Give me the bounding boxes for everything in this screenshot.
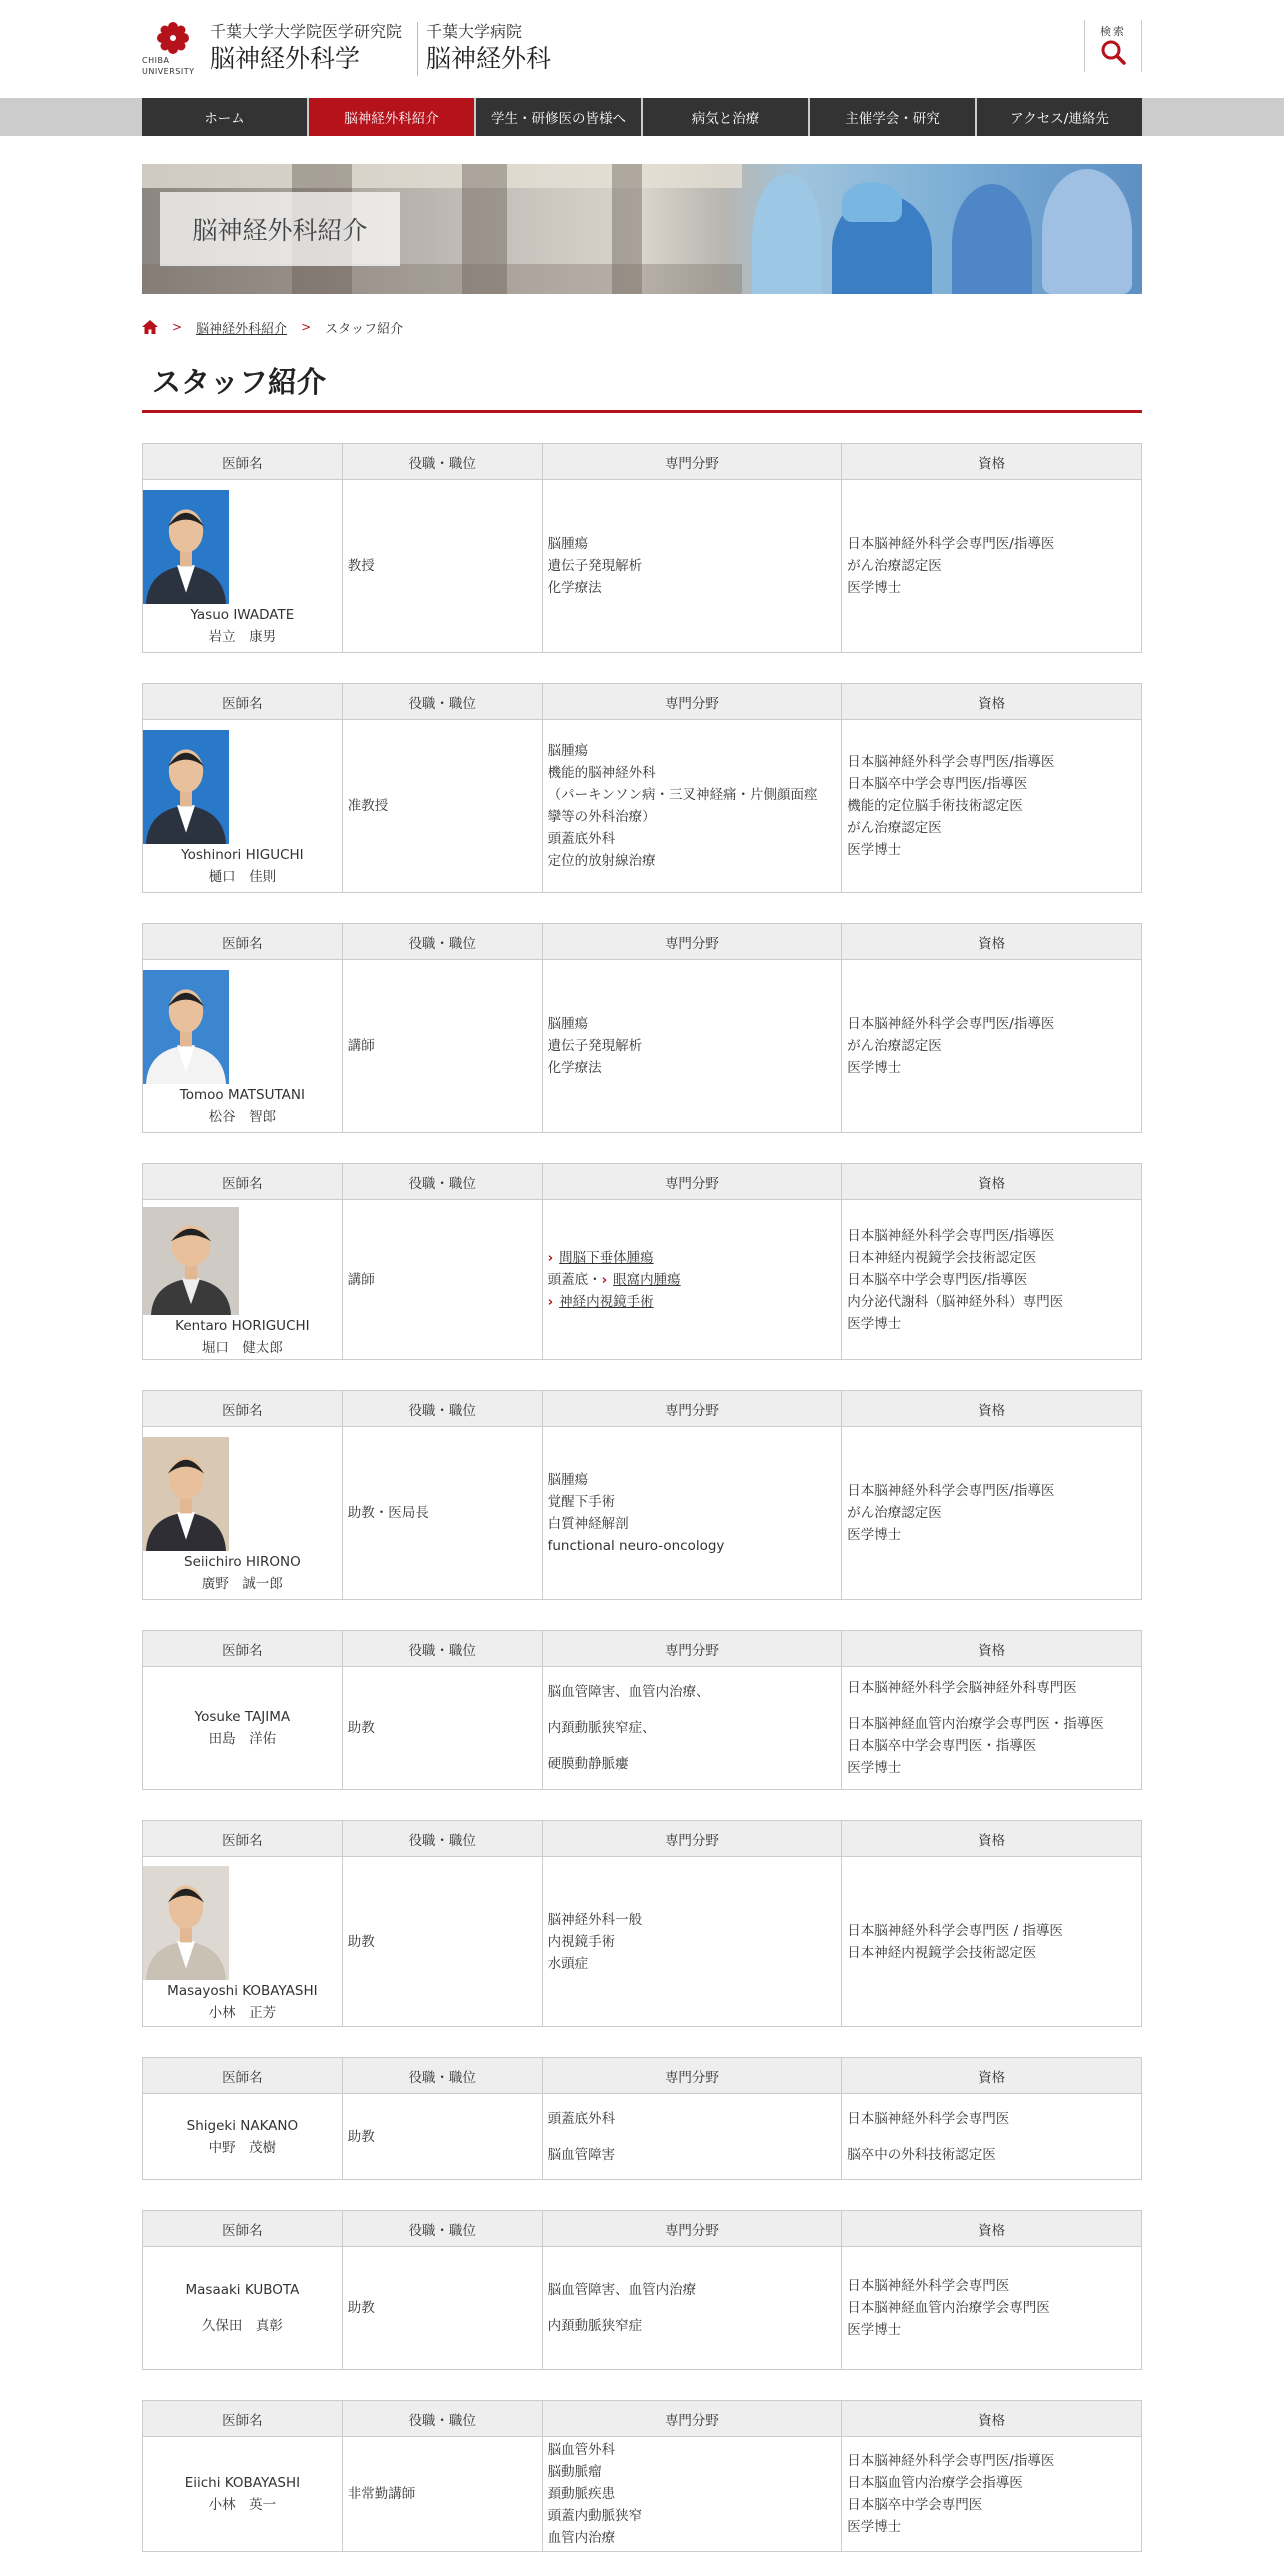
specialty-item: 化学療法 (547, 580, 602, 596)
staff-name-jp: 小林 英一 (208, 2497, 277, 2513)
staff-table (142, 1390, 1142, 1600)
staff-name-en: Yosuke TAJIMA (194, 1709, 291, 1725)
staff-photo (143, 970, 342, 1084)
global-nav (142, 98, 1142, 136)
staff-table-header-row (143, 2058, 1142, 2094)
specialty-item: 脳腫瘍 (547, 743, 589, 759)
staff-row (143, 480, 1142, 653)
staff-table (142, 443, 1142, 653)
breadcrumb-separator: > (301, 320, 312, 334)
staff-specialty (542, 1427, 842, 1600)
header-qualification: 資格 (842, 924, 1142, 960)
staff-specialty (542, 2094, 842, 2180)
staff-qualification (842, 2437, 1142, 2552)
staff-name-cell (143, 960, 343, 1133)
header-qualification: 資格 (842, 2211, 1142, 2247)
specialty-item: 脳血管外科 (547, 2442, 616, 2458)
staff-specialty (542, 2437, 842, 2552)
qualification-item: 医学博士 (847, 580, 902, 596)
breadcrumb-current: スタッフ紹介 (325, 321, 404, 337)
header-position: 役職・職位 (342, 1821, 542, 1857)
header-specialty: 専門分野 (542, 1391, 842, 1427)
specialty-prefix: 頭蓋底・ (547, 1271, 602, 1288)
search-icon (1100, 39, 1126, 65)
breadcrumb-link-about[interactable]: 脳神経外科紹介 (196, 321, 288, 337)
header-doctor-name: 医師名 (143, 2211, 343, 2247)
staff-row (143, 1200, 1142, 1360)
global-nav-bar (0, 98, 1284, 136)
staff-name-en: Tomoo MATSUTANI (179, 1087, 305, 1103)
page-title: スタッフ紹介 (142, 362, 1142, 413)
qualification-item: 日本脳神経外科学会専門医/指導医 (847, 1016, 1055, 1032)
staff-name-en: Seiichiro HIRONO (184, 1554, 301, 1570)
qualification-item: 日本脳卒中学会専門医/指導医 (847, 776, 1028, 792)
staff-photo (143, 730, 342, 844)
staff-position: 助教 (342, 1857, 542, 2027)
staff-name-jp: 中野 茂樹 (208, 2139, 277, 2156)
qualification-item: がん治療認定医 (847, 820, 942, 836)
staff-name-cell (143, 2437, 343, 2552)
header-specialty: 専門分野 (542, 924, 842, 960)
staff-table (142, 2057, 1142, 2180)
qualification-item: 日本脳神経外科学会専門医 / 指導医 (847, 1922, 1063, 1939)
specialty-item: 脳腫瘍 (547, 1472, 589, 1488)
qualification-item: がん治療認定医 (847, 1505, 942, 1521)
staff-table-header-row (143, 924, 1142, 960)
staff-table (142, 683, 1142, 893)
specialty-item: 定位的放射線治療 (547, 853, 656, 869)
qualification-item: 日本脳神経外科学会専門医/指導医 (847, 1483, 1055, 1499)
qualification-item: 日本脳神経外科学会専門医 (847, 2110, 1010, 2127)
header-qualification: 資格 (842, 2401, 1142, 2437)
header-doctor-name: 医師名 (143, 444, 343, 480)
header-position: 役職・職位 (342, 444, 542, 480)
specialty-link[interactable]: 神経内視鏡手術 (559, 1293, 654, 1310)
qualification-item: がん治療認定医 (847, 558, 942, 574)
staff-name-en: Yasuo IWADATE (190, 607, 295, 623)
specialty-item: 頭蓋内動脈狭窄 (547, 2508, 643, 2524)
logo-text-chiba: CHIBA (142, 56, 170, 65)
staff-row (143, 2247, 1142, 2370)
chiba-university-logo[interactable] (142, 22, 204, 78)
staff-qualification (842, 1200, 1142, 1360)
qualification-item: 日本神経内視鏡学会技術認定医 (847, 1944, 1037, 1961)
staff-name-cell (143, 1667, 343, 1790)
staff-photo-image (143, 1207, 239, 1315)
header-position: 役職・職位 (342, 2401, 542, 2437)
nav-item-students[interactable]: 学生・研修医の皆様へ (476, 98, 641, 136)
staff-photo-image (143, 490, 229, 604)
header-doctor-name: 医師名 (143, 1391, 343, 1427)
staff-photo-image (143, 1866, 229, 1980)
specialty-item: 内視鏡手術 (547, 1933, 616, 1950)
search-button[interactable] (1084, 20, 1142, 72)
staff-table-header-row (143, 1391, 1142, 1427)
staff-name-en: Yoshinori HIGUCHI (181, 847, 304, 863)
staff-name-jp: 松谷 智郎 (208, 1109, 277, 1125)
specialty-item: 頚動脈疾患 (547, 2486, 616, 2502)
staff-table-header-row (143, 684, 1142, 720)
staff-table-header-row (143, 1164, 1142, 1200)
header-position: 役職・職位 (342, 1391, 542, 1427)
staff-row (143, 2437, 1142, 2552)
specialty-item: 内頚動脈狭窄症、 (547, 1720, 656, 1736)
qualification-item: がん治療認定医 (847, 1038, 942, 1054)
header-doctor-name: 医師名 (143, 2058, 343, 2094)
staff-name-jp: 廣野 誠一郎 (201, 1576, 283, 1592)
header-specialty: 専門分野 (542, 1631, 842, 1667)
staff-table (142, 1820, 1142, 2027)
staff-list (142, 443, 1142, 2552)
site-header (142, 0, 1142, 98)
staff-photo (143, 1437, 342, 1551)
staff-table (142, 1163, 1142, 1360)
staff-name-cell (143, 2247, 343, 2370)
staff-name-jp: 小林 正芳 (208, 2004, 277, 2021)
staff-name-jp: 樋口 佳則 (208, 869, 277, 885)
specialty-item: functional neuro-oncology (547, 1538, 725, 1554)
staff-qualification (842, 720, 1142, 893)
specialty-link[interactable]: 眼窩内腫瘍 (613, 1271, 681, 1288)
specialty-item: 脳血管障害、血管内治療 (547, 2282, 697, 2298)
staff-row (143, 1857, 1142, 2027)
search-label: 検索 (1100, 25, 1126, 38)
staff-photo (143, 1866, 342, 1980)
qualification-item: 日本脳神経外科学会脳神経外科専門医 (847, 1680, 1077, 1696)
specialty-item: 攣等の外科治療） (547, 809, 656, 825)
staff-qualification (842, 960, 1142, 1133)
staff-photo-image (143, 1437, 229, 1551)
specialty-item: 覚醒下手術 (547, 1494, 616, 1510)
staff-table-header-row (143, 2211, 1142, 2247)
qualification-item: 医学博士 (847, 1315, 902, 1332)
header-qualification: 資格 (842, 1391, 1142, 1427)
specialty-item: 脳腫瘍 (547, 1016, 589, 1032)
staff-name-jp: 久保田 真彰 (201, 2318, 283, 2334)
qualification-item: 日本脳神経外科学会専門医/指導医 (847, 2453, 1055, 2469)
specialty-item: 硬膜動静脈瘻 (547, 1756, 629, 1772)
staff-photo-image (143, 970, 229, 1084)
staff-qualification (842, 1427, 1142, 1600)
header-doctor-name: 医師名 (143, 1821, 343, 1857)
breadcrumb-separator: > (172, 320, 183, 334)
staff-position: 助教 (342, 2094, 542, 2180)
staff-table-header-row (143, 444, 1142, 480)
staff-position: 助教 (342, 2247, 542, 2370)
staff-name-en: Shigeki NAKANO (186, 2117, 299, 2134)
qualification-item: 医学博士 (847, 2519, 902, 2535)
qualification-item: 医学博士 (847, 842, 902, 858)
site-title: 脳神経外科学 (210, 44, 361, 73)
specialty-link-item (548, 1247, 837, 1269)
qualification-item: 機能的定位脳手術技術認定医 (847, 798, 1023, 814)
specialty-item: （パーキンソン病・三叉神経痛・片側顔面痙 (547, 787, 818, 803)
university-emblem-icon (157, 22, 189, 54)
staff-table-header-row (143, 1821, 1142, 1857)
banner-title: 脳神経外科紹介 (160, 192, 400, 266)
header-position: 役職・職位 (342, 2058, 542, 2094)
header-qualification: 資格 (842, 2058, 1142, 2094)
qualification-item: 日本脳卒中学会専門医・指導医 (847, 1738, 1037, 1754)
staff-specialty (542, 480, 842, 653)
header-specialty: 専門分野 (542, 1164, 842, 1200)
site-subtitle: 千葉大学大学院医学研究院 (210, 22, 403, 41)
nav-item-research[interactable]: 主催学会・研究 (810, 98, 975, 136)
staff-table (142, 923, 1142, 1133)
specialty-item: 遺伝子発現解析 (547, 558, 643, 574)
staff-row (143, 960, 1142, 1133)
specialty-item: 水頭症 (547, 1955, 589, 1972)
staff-row (143, 1427, 1142, 1600)
specialty-item: 脳血管障害 (547, 2146, 616, 2163)
header-specialty: 専門分野 (542, 684, 842, 720)
header-doctor-name: 医師名 (143, 1164, 343, 1200)
header-qualification: 資格 (842, 444, 1142, 480)
breadcrumb (142, 318, 1142, 336)
qualification-item: 医学博士 (847, 1760, 902, 1776)
nav-item-access[interactable]: アクセス/連絡先 (977, 98, 1142, 136)
staff-photo (143, 1207, 342, 1315)
header-doctor-name: 医師名 (143, 2401, 343, 2437)
staff-position: 非常勤講師 (342, 2437, 542, 2552)
header-specialty: 専門分野 (542, 2401, 842, 2437)
specialty-item: 白質神経解剖 (547, 1516, 629, 1532)
staff-name-cell (143, 480, 343, 653)
header-doctor-name: 医師名 (143, 924, 343, 960)
page-banner (142, 164, 1142, 294)
home-icon[interactable] (142, 320, 158, 334)
site-title: 脳神経外科 (426, 44, 552, 73)
specialty-link-item (548, 1291, 837, 1313)
header-position: 役職・職位 (342, 1164, 542, 1200)
staff-position: 教授 (342, 480, 542, 653)
staff-specialty (542, 960, 842, 1133)
qualification-item: 日本脳神経外科学会専門医/指導医 (847, 1227, 1055, 1244)
staff-row (143, 1667, 1142, 1790)
header-position: 役職・職位 (342, 924, 542, 960)
header-specialty: 専門分野 (542, 1821, 842, 1857)
staff-specialty (542, 1667, 842, 1790)
specialty-item: 脳腫瘍 (547, 536, 589, 552)
staff-table-header-row (143, 2401, 1142, 2437)
chevron-right-icon: › (547, 1293, 554, 1310)
header-qualification: 資格 (842, 1631, 1142, 1667)
header-specialty: 専門分野 (542, 444, 842, 480)
staff-qualification (842, 480, 1142, 653)
staff-specialty (542, 720, 842, 893)
header-qualification: 資格 (842, 684, 1142, 720)
staff-position: 講師 (342, 960, 542, 1133)
qualification-item: 脳卒中の外科技術認定医 (847, 2146, 996, 2163)
qualification-item: 日本脳卒中学会専門医 (847, 2497, 983, 2513)
header-specialty: 専門分野 (542, 2058, 842, 2094)
qualification-item: 日本脳神経外科学会専門医 (847, 2278, 1010, 2294)
header-doctor-name: 医師名 (143, 1631, 343, 1667)
qualification-item: 日本脳神経血管内治療学会専門医 (847, 2300, 1050, 2316)
staff-name-cell (143, 720, 343, 893)
staff-table (142, 2210, 1142, 2370)
header-position: 役職・職位 (342, 684, 542, 720)
staff-name-jp: 岩立 康男 (208, 629, 277, 645)
specialty-item: 脳血管障害、血管内治療、 (547, 1684, 710, 1700)
staff-name-en: Kentaro HORIGUCHI (175, 1317, 310, 1334)
staff-specialty (542, 1200, 842, 1360)
staff-qualification (842, 1857, 1142, 2027)
qualification-item: 内分泌代謝科（脳神経外科）専門医 (847, 1293, 1064, 1310)
specialty-item: 脳神経外科一般 (547, 1911, 643, 1928)
staff-name-cell (143, 2094, 343, 2180)
staff-qualification (842, 1667, 1142, 1790)
staff-name-jp: 堀口 健太郎 (201, 1339, 283, 1356)
header-qualification: 資格 (842, 1821, 1142, 1857)
specialty-link-item (548, 1269, 837, 1291)
specialty-item: 遺伝子発現解析 (547, 1038, 643, 1054)
site-title-hospital[interactable] (417, 22, 551, 76)
qualification-item: 日本脳神経外科学会専門医/指導医 (847, 536, 1055, 552)
nav-item-diseases[interactable]: 病気と治療 (643, 98, 808, 136)
staff-position: 准教授 (342, 720, 542, 893)
specialty-item: 化学療法 (547, 1060, 602, 1076)
specialty-item: 血管内治療 (547, 2530, 616, 2546)
staff-row (143, 720, 1142, 893)
specialty-item: 機能的脳神経外科 (547, 765, 656, 781)
staff-table (142, 2400, 1142, 2552)
chevron-right-icon: › (601, 1271, 608, 1288)
specialty-item: 内頚動脈狭窄症 (547, 2318, 643, 2334)
specialty-item: 脳動脈瘤 (547, 2464, 602, 2480)
staff-photo-image (143, 730, 229, 844)
specialty-item: 頭蓋底外科 (547, 831, 616, 847)
qualification-item: 医学博士 (847, 1527, 902, 1543)
staff-photo (143, 490, 342, 604)
header-specialty: 専門分野 (542, 2211, 842, 2247)
site-subtitle: 千葉大学病院 (426, 22, 523, 41)
header-position: 役職・職位 (342, 1631, 542, 1667)
nav-item-about[interactable]: 脳神経外科紹介 (309, 98, 474, 136)
staff-name-en: Masaaki KUBOTA (185, 2282, 300, 2298)
qualification-item: 日本脳神経血管内治療学会専門医・指導医 (847, 1716, 1104, 1732)
staff-qualification (842, 2247, 1142, 2370)
staff-name-cell (143, 1427, 343, 1600)
chevron-right-icon: › (547, 1249, 554, 1266)
staff-specialty (542, 1857, 842, 2027)
staff-name-en: Masayoshi KOBAYASHI (167, 1982, 318, 1999)
qualification-item: 日本脳神経外科学会専門医/指導医 (847, 754, 1055, 770)
staff-position: 助教 (342, 1667, 542, 1790)
qualification-item: 日本神経内視鏡学会技術認定医 (847, 1249, 1037, 1266)
staff-position: 助教・医局長 (342, 1427, 542, 1600)
specialty-link[interactable]: 間脳下垂体腫瘍 (559, 1249, 654, 1266)
header-doctor-name: 医師名 (143, 684, 343, 720)
staff-name-cell (143, 1857, 343, 2027)
header-position: 役職・職位 (342, 2211, 542, 2247)
nav-item-home[interactable]: ホーム (142, 98, 307, 136)
staff-row (143, 2094, 1142, 2180)
staff-table (142, 1630, 1142, 1790)
qualification-item: 医学博士 (847, 1060, 902, 1076)
staff-qualification (842, 2094, 1142, 2180)
staff-table-header-row (143, 1631, 1142, 1667)
qualification-item: 医学博士 (847, 2322, 902, 2338)
logo-text-university: UNIVERSITY (142, 67, 195, 76)
staff-specialty (542, 2247, 842, 2370)
staff-name-en: Eiichi KOBAYASHI (184, 2475, 301, 2491)
qualification-item: 日本脳卒中学会専門医/指導医 (847, 1271, 1028, 1288)
site-title-graduate-school[interactable] (210, 22, 402, 76)
staff-name-cell (143, 1200, 343, 1360)
qualification-item: 日本脳血管内治療学会指導医 (847, 2475, 1023, 2491)
specialty-item: 頭蓋底外科 (547, 2110, 616, 2127)
staff-name-jp: 田島 洋佑 (208, 1731, 277, 1747)
staff-position: 講師 (342, 1200, 542, 1360)
header-qualification: 資格 (842, 1164, 1142, 1200)
